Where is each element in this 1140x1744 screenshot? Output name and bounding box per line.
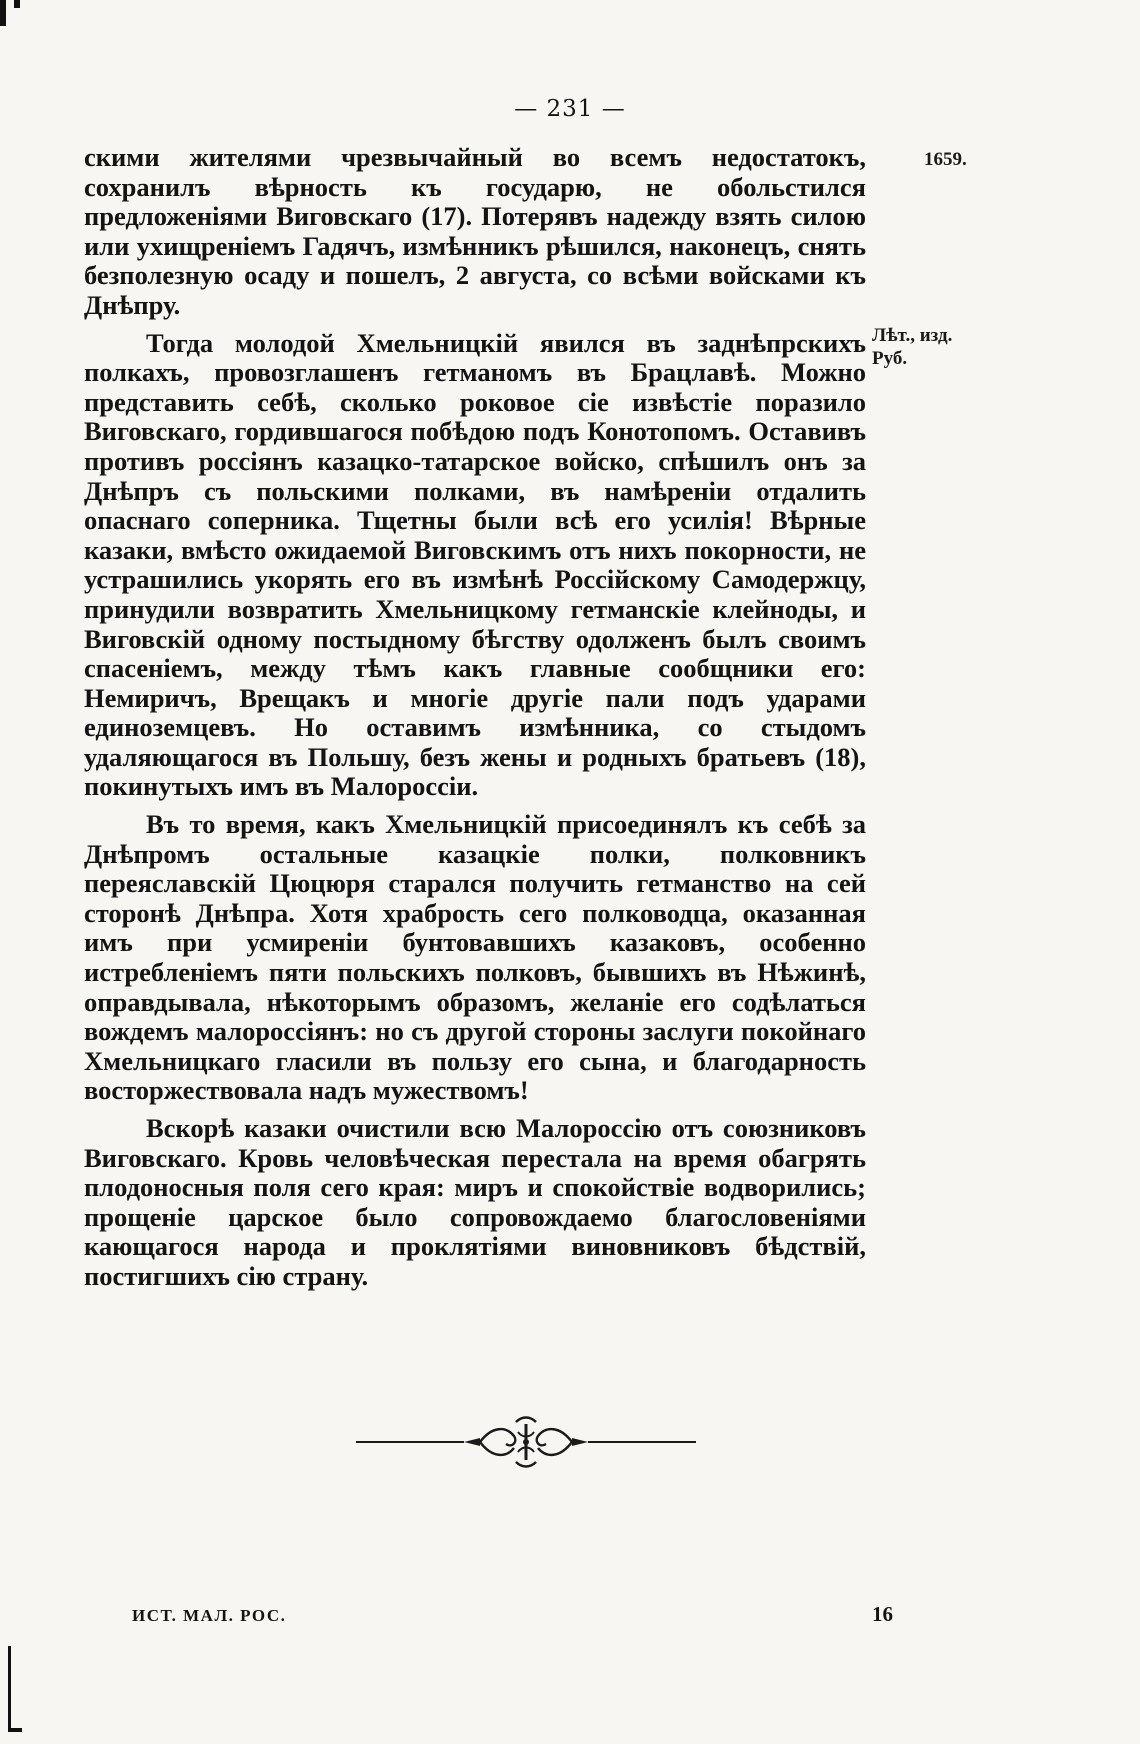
margin-note-source: Лѣт., изд. Руб. [872, 325, 953, 369]
scan-edge-mark-bottom-foot [8, 1728, 22, 1732]
page-number: — 231 — [514, 96, 626, 122]
scan-edge-mark-bottom [8, 1646, 11, 1732]
paragraph-1: скими жителями чрезвычайный во всемъ недостатокъ, сохранилъ вѣрность къ государю, не обольстился предложеніями Виговскаго (17). Потерявъ надежду взять силою или ухищреніемъ Гадячъ, измѣнникъ рѣшился, наконецъ, снять безполезную осаду и пошелъ, 2 августа, со всѣми войсками къ Днѣпру. [84, 142, 866, 320]
margin-note-year: 1659. [924, 149, 967, 170]
paragraph-4: Вскорѣ казаки очистили всю Малороссію отъ союзниковъ Виговскаго. Кровь человѣческая перестала на время обагрять плодоносныя поля сего края: миръ и спокойствіе водворились; прощеніе царское было сопровождаемо благословеніями кающагося народа и проклятіями виновниковъ бѣдствій, постигшихъ сію страну. [84, 1113, 866, 1291]
footer-signature: ИСТ. МАЛ. РОС. [132, 1606, 287, 1625]
scan-edge-mark-top [0, 0, 6, 26]
ornament-divider [356, 1412, 696, 1472]
scan-edge-mark-top-dot [14, 0, 20, 8]
footer-sheet-number: 16 [872, 1602, 893, 1626]
main-text [84, 143, 866, 1292]
paragraph-3: Въ то время, какъ Хмельницкій присоединялъ къ себѣ за Днѣпромъ остальные казацкіе полки, полковникъ переяславскій Цюцюря старался получить гетманство на сей сторонѣ Днѣпра. Хотя храбрость сего полководца, оказанная имъ при усмиреніи бунтовавшихъ казаковъ, особенно истребленіемъ пяти польскихъ полковъ, бывшихъ въ Нѣжинѣ, оправдывала, нѣкоторымъ образомъ, желаніе его содѣлаться вождемъ малороссіянъ: но съ другой стороны заслуги покойнаго Хмельницкаго гласили въ пользу его сына, и благодарность восторжествовала надъ мужествомъ! [84, 809, 866, 1106]
paragraph-2: Тогда молодой Хмельницкій явился въ заднѣпрскихъ полкахъ, провозглашенъ гетманомъ въ Брацлавѣ. Можно представить себѣ, сколько роковое сіе извѣстіе поразило Виговскаго, гордившагося побѣдою подъ Конотопомъ. Оставивъ противъ россіянъ казацко-татарское войско, спѣшилъ онъ за Днѣпръ съ польскими полками, въ намѣреніи отдалить опаснаго соперника. Тщетны были всѣ его усилія! Вѣрные казаки, вмѣсто ожидаемой Виговскимъ отъ нихъ покорности, не устрашились укорять его въ измѣнѣ Россійскому Самодержцу, принудили возвратить Хмельницкому гетманскіе клейноды, и Виговскій одному постыдному бѣгству одолженъ былъ своимъ спасеніемъ, между тѣмъ какъ главные сообщники его: Немиричъ, Врещакъ и многіе другіе пали подъ ударами единоземцевъ. Но оставимъ измѣнника, со стыдомъ удаляющагося въ Польшу, безъ жены и родныхъ братьевъ (18), покинутыхъ имъ въ Малороссіи. [84, 327, 866, 802]
